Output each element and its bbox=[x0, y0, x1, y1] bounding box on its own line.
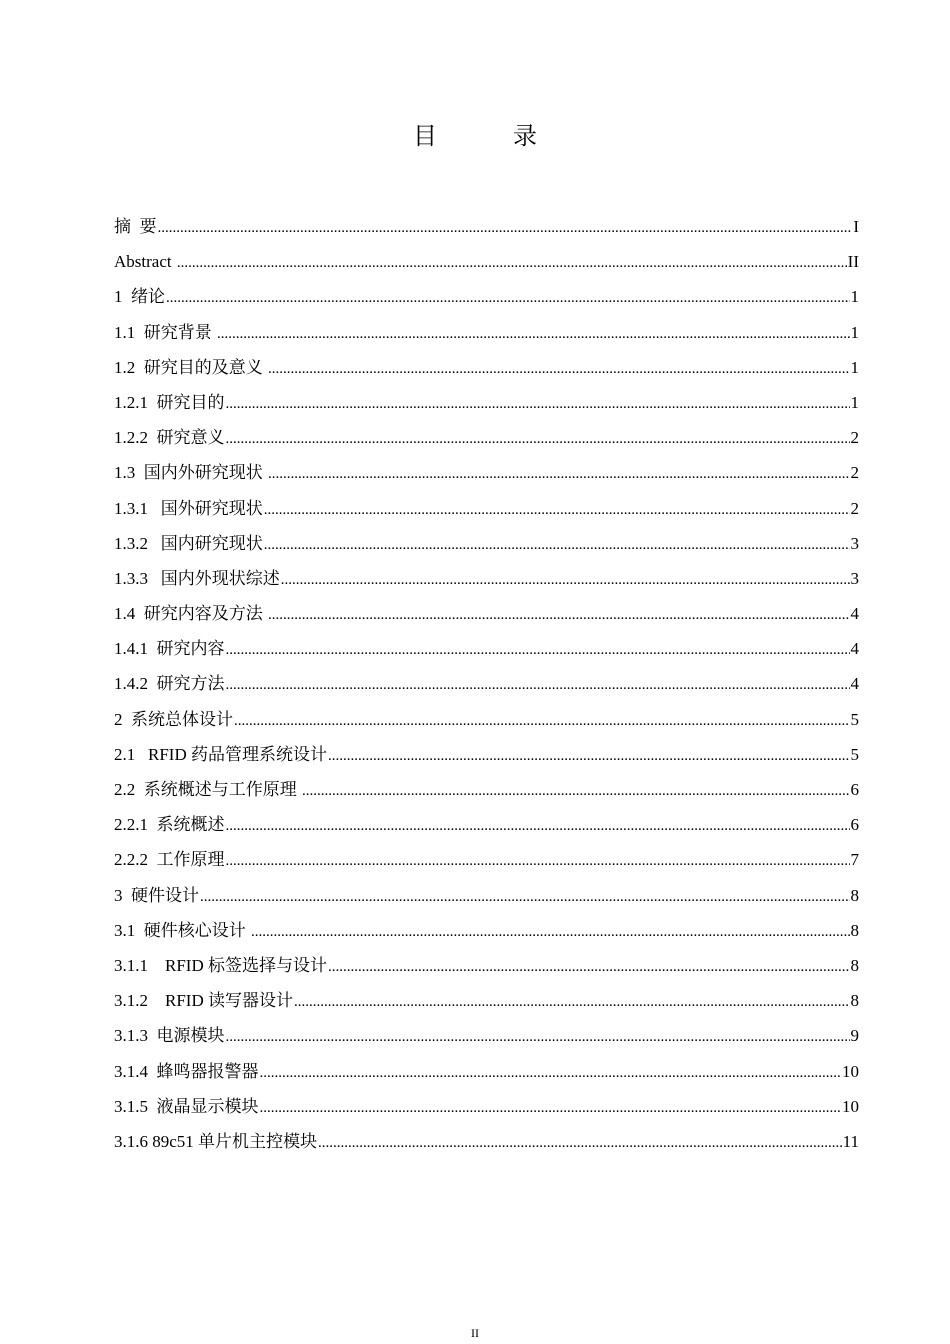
toc-entry-label: 3.1.2 RFID 读写器设计 bbox=[114, 991, 293, 1011]
toc-entry-page: 4 bbox=[850, 674, 859, 694]
toc-entry-3-1-6[interactable] bbox=[114, 1124, 859, 1159]
toc-entry-1-3-2[interactable] bbox=[114, 526, 859, 561]
toc-dot-leader bbox=[177, 246, 847, 281]
toc-entry-2-1[interactable] bbox=[114, 737, 859, 772]
toc-entry-label: 1.2 研究目的及意义 bbox=[114, 357, 267, 377]
toc-entry-3-1-4[interactable] bbox=[114, 1054, 859, 1089]
toc-entry-label: 1 绪论 bbox=[114, 287, 165, 307]
toc-entry-3-1-5[interactable] bbox=[114, 1089, 859, 1124]
toc-entry-3-1-1[interactable] bbox=[114, 948, 859, 983]
toc-dot-leader bbox=[260, 1091, 842, 1126]
toc-entry-label: 1.1 研究背景 bbox=[114, 322, 216, 342]
toc-dot-leader bbox=[264, 493, 850, 528]
toc-dot-leader bbox=[328, 950, 850, 985]
toc-entry-page: 3 bbox=[850, 533, 859, 553]
toc-entry-page: 10 bbox=[842, 1061, 859, 1081]
toc-entry-3-1[interactable] bbox=[114, 913, 859, 948]
footer-page-number: II bbox=[471, 1326, 479, 1340]
table-of-contents bbox=[114, 209, 859, 1159]
toc-entry-1-2-2[interactable] bbox=[114, 420, 859, 455]
toc-entry-label: 1.4.1 研究内容 bbox=[114, 639, 225, 659]
toc-entry-label: 3.1.4 蜂鸣器报警器 bbox=[114, 1061, 259, 1081]
toc-dot-leader bbox=[260, 1056, 842, 1091]
toc-entry-2-2-2[interactable] bbox=[114, 842, 859, 877]
toc-entry-page: 8 bbox=[850, 955, 859, 975]
toc-entry-label: 3.1.6 89c51 单片机主控模块 bbox=[114, 1131, 318, 1151]
toc-entry-1-2[interactable] bbox=[114, 350, 859, 385]
toc-entry-page: 2 bbox=[850, 498, 859, 518]
toc-entry-page: 2 bbox=[850, 428, 859, 448]
toc-entry-page: 6 bbox=[850, 780, 859, 799]
toc-entry-label: 2.2.1 系统概述 bbox=[114, 815, 225, 835]
toc-entry-page: 9 bbox=[850, 1026, 859, 1046]
toc-dot-leader bbox=[226, 844, 850, 879]
toc-entry-page: 4 bbox=[850, 604, 859, 624]
toc-entry-1-4[interactable] bbox=[114, 596, 859, 631]
toc-entry-3[interactable] bbox=[114, 878, 859, 913]
toc-entry-1-3-1[interactable] bbox=[114, 491, 859, 526]
toc-entry-2-2[interactable] bbox=[114, 772, 859, 807]
toc-entry-1-1[interactable] bbox=[114, 315, 859, 350]
toc-entry-page: II bbox=[847, 252, 859, 272]
toc-entry-page: 7 bbox=[850, 850, 859, 870]
toc-entry-1-4-2[interactable] bbox=[114, 666, 859, 701]
toc-dot-leader bbox=[226, 809, 850, 844]
toc-entry-label: Abstract bbox=[114, 252, 176, 272]
toc-dot-leader bbox=[294, 985, 850, 1020]
toc-entry-label: 1.2.2 研究意义 bbox=[114, 428, 225, 448]
toc-dot-leader bbox=[264, 528, 850, 563]
toc-dot-leader bbox=[251, 915, 850, 950]
toc-entry-1-3[interactable] bbox=[114, 455, 859, 490]
toc-dot-leader bbox=[217, 317, 850, 352]
toc-entry-page: I bbox=[853, 217, 859, 236]
toc-entry-label: 1.2.1 研究目的 bbox=[114, 392, 225, 412]
toc-entry-page: 1 bbox=[850, 322, 859, 342]
toc-entry-label: 3 硬件设计 bbox=[114, 885, 199, 905]
toc-entry-3-1-2[interactable] bbox=[114, 983, 859, 1018]
toc-dot-leader bbox=[268, 598, 850, 633]
toc-entry-abstract-en[interactable] bbox=[114, 244, 859, 279]
toc-entry-label: 3.1.3 电源模块 bbox=[114, 1026, 225, 1046]
toc-entry-label: 2.2.2 工作原理 bbox=[114, 850, 225, 870]
toc-entry-label: 2.2 系统概述与工作原理 bbox=[114, 780, 301, 799]
toc-dot-leader bbox=[268, 352, 850, 387]
toc-entry-abstract-cn[interactable] bbox=[114, 209, 859, 244]
toc-entry-page: 1 bbox=[850, 357, 859, 377]
toc-entry-1[interactable] bbox=[114, 279, 859, 314]
toc-entry-page: 8 bbox=[850, 991, 859, 1011]
toc-entry-label: 摘 要 bbox=[114, 217, 157, 236]
toc-dot-leader bbox=[226, 422, 850, 457]
toc-dot-leader bbox=[226, 1020, 850, 1055]
toc-entry-label: 3.1.1 RFID 标签选择与设计 bbox=[114, 955, 327, 975]
toc-entry-2[interactable] bbox=[114, 702, 859, 737]
toc-entry-label: 1.3.2 国内研究现状 bbox=[114, 533, 263, 553]
toc-entry-page: 5 bbox=[850, 709, 859, 729]
toc-entry-label: 1.3.1 国外研究现状 bbox=[114, 498, 263, 518]
toc-entry-label: 2.1 RFID 药品管理系统设计 bbox=[114, 744, 327, 764]
toc-entry-2-2-1[interactable] bbox=[114, 807, 859, 842]
toc-entry-label: 3.1.5 液晶显示模块 bbox=[114, 1096, 259, 1116]
toc-entry-label: 1.3 国内外研究现状 bbox=[114, 463, 267, 483]
toc-entry-page: 1 bbox=[850, 392, 859, 412]
toc-dot-leader bbox=[328, 739, 850, 774]
toc-entry-1-4-1[interactable] bbox=[114, 631, 859, 666]
toc-entry-page: 1 bbox=[850, 287, 859, 307]
toc-dot-leader bbox=[234, 704, 850, 739]
toc-entry-3-1-3[interactable] bbox=[114, 1018, 859, 1053]
toc-dot-leader bbox=[302, 774, 850, 809]
toc-dot-leader bbox=[200, 880, 850, 915]
toc-entry-page: 8 bbox=[850, 885, 859, 905]
toc-entry-page: 2 bbox=[850, 463, 859, 483]
toc-entry-page: 10 bbox=[842, 1096, 859, 1116]
toc-dot-leader bbox=[281, 563, 850, 598]
toc-dot-leader bbox=[318, 1126, 842, 1161]
toc-dot-leader bbox=[226, 633, 850, 668]
toc-entry-page: 5 bbox=[850, 744, 859, 764]
toc-entry-label: 1.3.3 国内外现状综述 bbox=[114, 568, 280, 588]
toc-entry-page: 6 bbox=[850, 815, 859, 835]
toc-entry-1-2-1[interactable] bbox=[114, 385, 859, 420]
toc-entry-page: 11 bbox=[842, 1131, 859, 1151]
toc-dot-leader bbox=[166, 281, 850, 316]
toc-entry-label: 1.4.2 研究方法 bbox=[114, 674, 225, 694]
page-title: 目 录 bbox=[413, 124, 563, 150]
toc-entry-label: 2 系统总体设计 bbox=[114, 709, 233, 729]
toc-entry-page: 3 bbox=[850, 568, 859, 588]
toc-dot-leader bbox=[226, 387, 850, 422]
toc-entry-label: 1.4 研究内容及方法 bbox=[114, 604, 267, 624]
toc-entry-page: 4 bbox=[850, 639, 859, 659]
toc-dot-leader bbox=[158, 211, 853, 246]
toc-dot-leader bbox=[268, 457, 850, 492]
toc-entry-page: 8 bbox=[850, 920, 859, 940]
toc-entry-label: 3.1 硬件核心设计 bbox=[114, 920, 250, 940]
toc-entry-1-3-3[interactable] bbox=[114, 561, 859, 596]
toc-dot-leader bbox=[226, 668, 850, 703]
